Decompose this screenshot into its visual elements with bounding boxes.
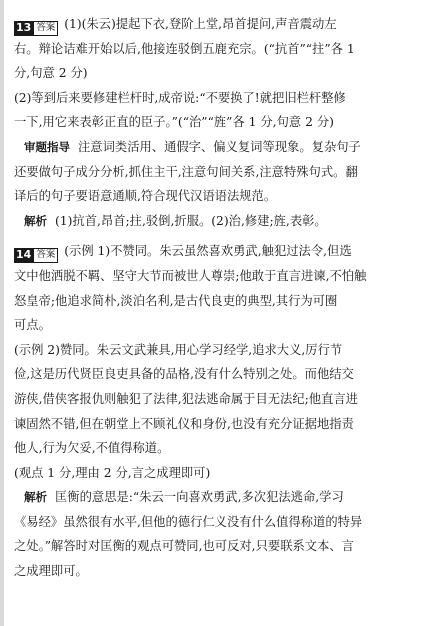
q13-guide-l3: 译后的句子要语意通顺,符合现代汉语语法规范。: [14, 189, 277, 204]
q14-ex2-l2: 俭,这是历代贤臣良吏具备的品格,没有什么特别之处。而他结交: [14, 367, 354, 382]
q14-ex2-l3: 游侠,借侠客报仇则触犯了法律,犯法逃命属于目无法纪;他直言进: [14, 391, 358, 406]
q14-analysis-l3: 之处。”解答时对匡衡的观点可赞同,也可反对,只要联系文本、言: [14, 539, 354, 554]
page-content: [14, 12, 430, 584]
q14-analysis: [14, 485, 430, 510]
q14-number: 14: [16, 248, 32, 262]
q13-answer-tag: 答案: [33, 21, 58, 36]
q14-ex2-l4: 谏固然不错,但在朝堂上不顾礼仪和身份,也没有充分证据地指责: [14, 416, 354, 431]
q14-analysis-l2: 《易经》虽然很有水平,但他的德行仁义没有什么值得称道的特异: [14, 514, 363, 529]
q14-answer-tag: 答案: [33, 248, 58, 263]
q13-answer2-l1: (2)等到后来要修建栏杆时,成帝说:“不要换了!就把旧栏杆整修: [14, 90, 346, 105]
q13-answer-l3: 分,句意 2 分): [14, 66, 88, 81]
q14-analysis-cont: [14, 510, 430, 584]
page-spine-shadow: [0, 0, 4, 626]
q13-guide-l1: 注意词类活用、通假字、偏义复词等现象。复杂句子: [78, 139, 361, 154]
q13-answer2-l2: 一下,用它来表彰正直的臣子。”(“治”“旌”各 1 分,句意 2 分): [14, 115, 334, 130]
q13-answer-1: [14, 12, 430, 86]
q14-example-1: [14, 239, 430, 337]
q13-guide-l2: 还要做句子成分分析,抓住主干,注意句间关系,注意特殊句式。翻: [14, 164, 358, 179]
q14-analysis-l4: 之成理即可。: [14, 564, 88, 579]
q13-section: [14, 12, 430, 233]
q13-answer-l1: (1)(朱云)提起下衣,登阶上堂,昂首提问,声音震动左: [64, 17, 337, 31]
q14-ex2-l1: (示例 2)赞同。朱云文武兼具,用心学习经学,追求大义,厉行节: [14, 342, 343, 357]
q13-guide: [14, 135, 430, 160]
q14-analysis-label: 解析: [24, 490, 47, 505]
q14-ex1-l4: 可点。: [14, 318, 51, 333]
q14-ex2-l5: 他人,行为欠妥,不值得称道。: [14, 441, 170, 456]
q14-section: [14, 239, 430, 583]
q13-analysis: [14, 209, 430, 234]
q14-badge: [14, 248, 58, 263]
q13-answer-2: [14, 86, 430, 135]
q13-number: 13: [16, 21, 32, 34]
q13-badge: [14, 21, 58, 36]
q13-analysis-text: (1)抗首,昂首;拄,驳倒,折服。(2)治,修建;旌,表彰。: [55, 213, 327, 228]
q14-example-2: [14, 338, 430, 461]
q13-answer-l2: 右。辩论诘难开始以后,他接连驳倒五鹿充宗。(“抗首”“拄”各 1: [14, 41, 355, 56]
q14-analysis-l1: 匡衡的意思是:“朱云一向喜欢勇武,多次犯法逃命,学习: [55, 490, 344, 505]
q14-scoring: [14, 461, 430, 486]
q14-ex1-l1: (示例 1)不赞同。朱云虽然喜欢勇武,触犯过法令,但选: [64, 244, 352, 259]
q14-ex1-l2: 文中他洒脱不羁、坚守大节而被世人尊崇;他敢于直言进谏,不怕触: [14, 268, 367, 283]
q13-guide-cont: [14, 160, 430, 209]
q13-analysis-label: 解析: [24, 213, 47, 228]
q14-scoring-text: (观点 1 分,理由 2 分,言之成理即可): [14, 465, 211, 480]
q14-ex1-l3: 怒皇帝;他追求简朴,淡泊名利,是古代良吏的典型,其行为可圈: [14, 293, 338, 308]
q13-guide-label: 审题指导: [24, 139, 70, 154]
